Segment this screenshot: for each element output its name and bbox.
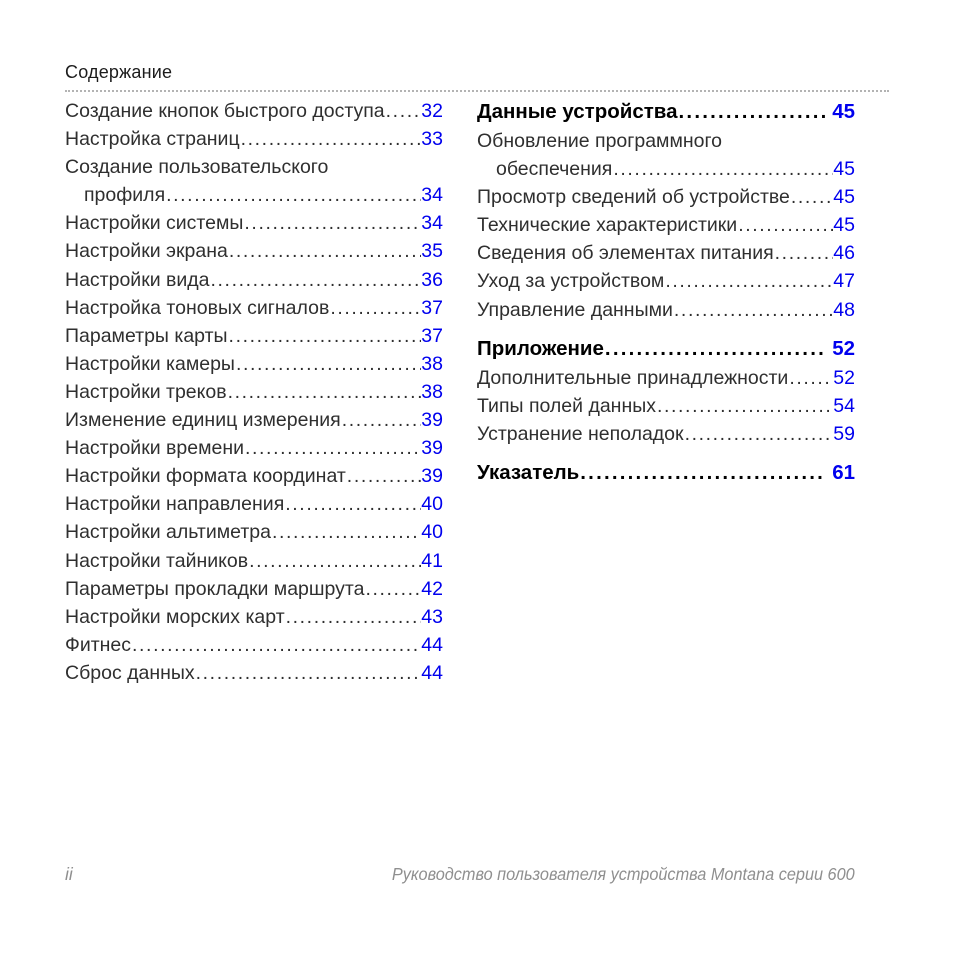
toc-page-number: 45 [832, 100, 855, 123]
toc-entry-label: Настройки вида [65, 268, 210, 291]
toc-entry-label: Параметры прокладки маршрута [65, 577, 365, 600]
toc-entry-label: Управление данными [477, 298, 673, 321]
toc-entry-label: Настройки направления [65, 493, 285, 516]
toc-leader-dots [341, 409, 422, 432]
toc-leader-dots [227, 381, 422, 404]
toc-entry-label: Дополнительные принадлежности [477, 366, 789, 389]
toc-page-number: 44 [421, 661, 443, 684]
toc-entry[interactable] [477, 270, 855, 298]
toc-entry-label: Создание кнопок быстрого доступа [65, 100, 385, 122]
toc-entry-label: профиля [84, 184, 166, 207]
toc-page-number: 52 [833, 366, 855, 389]
toc-leader-dots [285, 606, 422, 629]
toc-entry[interactable] [65, 493, 443, 521]
toc-leader-dots [346, 465, 422, 488]
page-title: Содержание [65, 62, 173, 82]
toc-entry[interactable] [65, 297, 443, 325]
toc-leader-dots [790, 186, 833, 209]
toc-page-number: 61 [832, 460, 855, 484]
toc-leader-dots [656, 395, 833, 418]
toc-page-number: 45 [833, 186, 855, 209]
toc-entry[interactable] [65, 550, 443, 578]
toc-entry[interactable] [65, 325, 443, 353]
toc-entry-label: Устранение неполадок [477, 422, 684, 445]
toc-entry-label: Обновление программного [477, 130, 723, 152]
toc-entry-label: Изменение единиц измерения [65, 409, 341, 432]
toc-entry[interactable] [477, 461, 855, 491]
toc-leader-dots [604, 337, 825, 361]
footer-manual-title: Руководство пользователя устройства Montana серии 600 [392, 864, 855, 884]
toc-page [65, 62, 891, 690]
toc-page-number: 54 [833, 394, 855, 417]
toc-leader-dots [664, 270, 833, 293]
toc-column-left [65, 100, 443, 690]
toc-page-number: 59 [833, 422, 855, 445]
toc-entry[interactable] [477, 100, 855, 130]
toc-entry[interactable] [65, 606, 443, 634]
toc-entry[interactable] [65, 465, 443, 493]
toc-leader-dots [737, 214, 833, 237]
toc-entry-label: Данные устройства [477, 100, 678, 123]
toc-leader-dots [195, 662, 422, 685]
toc-entry-label: Настройки треков [65, 380, 227, 403]
toc-entry-label: Настройки альтиметра [65, 521, 271, 544]
toc-page-number: 38 [421, 352, 443, 375]
toc-leader-dots [788, 367, 833, 390]
toc-page-number: 45 [833, 214, 855, 237]
toc-leader-dots [248, 550, 421, 573]
toc-page-number: 44 [421, 633, 443, 656]
toc-page-number: 40 [421, 521, 443, 544]
toc-entry-label: Фитнес [65, 633, 132, 656]
toc-page-number: 41 [421, 549, 443, 572]
toc-page-number: 48 [833, 298, 855, 321]
toc-page-number: 42 [421, 577, 443, 600]
toc-entry-label: Настройки системы [65, 212, 244, 235]
toc-entry[interactable] [477, 337, 855, 367]
toc-leader-dots [131, 634, 421, 657]
toc-entry[interactable] [477, 242, 855, 270]
toc-entry-label: Настройки времени [65, 437, 244, 460]
toc-page-number: 45 [833, 158, 855, 181]
toc-leader-dots [235, 353, 421, 376]
toc-page-number: 43 [421, 605, 443, 628]
toc-entry[interactable] [65, 212, 443, 240]
toc-entry-label: Настройка тоновых сигналов [65, 296, 330, 319]
toc-entry[interactable] [65, 156, 443, 184]
toc-entry-label: Указатель [477, 460, 580, 484]
toc-leader-dots [329, 297, 421, 320]
toc-page-number: 33 [421, 128, 443, 151]
toc-entry[interactable] [65, 184, 443, 212]
toc-page-number: 46 [833, 242, 855, 265]
toc-entry[interactable] [65, 128, 443, 156]
toc-entry-label: Приложение [477, 336, 604, 360]
toc-entry-label: обеспечения [496, 158, 613, 181]
toc-entry[interactable] [65, 269, 443, 297]
toc-leader-dots [271, 521, 421, 544]
toc-leader-dots [612, 158, 833, 181]
toc-leader-dots [165, 184, 421, 207]
toc-page-number: 37 [421, 296, 443, 319]
toc-leader-dots [228, 240, 421, 263]
toc-entry-label: Уход за устройством [477, 270, 665, 293]
toc-leader-dots [240, 128, 422, 151]
toc-entry-label: Настройка страниц [65, 128, 240, 151]
toc-entry[interactable] [65, 100, 443, 128]
toc-leader-dots [385, 100, 422, 123]
toc-entry[interactable] [65, 353, 443, 381]
toc-entry-label: Сброс данных [65, 661, 195, 684]
toc-page-number: 39 [421, 409, 443, 432]
toc-leader-dots [364, 578, 421, 601]
toc-leader-dots [678, 100, 826, 124]
toc-leader-dots [673, 299, 833, 322]
toc-entry-label: Настройки камеры [65, 352, 235, 375]
toc-entry[interactable] [477, 158, 855, 186]
toc-page-number: 32 [421, 100, 443, 122]
toc-entry-label: Просмотр сведений об устройстве [477, 186, 790, 209]
header-dotted-rule [65, 90, 889, 92]
toc-leader-dots [210, 269, 422, 292]
toc-entry-label: Параметры карты [65, 324, 228, 347]
toc-leader-dots [579, 461, 825, 485]
toc-page-number: 34 [421, 184, 443, 207]
toc-leader-dots [244, 437, 421, 460]
toc-entry[interactable] [477, 130, 855, 158]
page-footer [65, 864, 855, 885]
toc-entry-label: Создание пользовательского [65, 156, 329, 179]
toc-entry-label: Сведения об элементах питания [477, 242, 774, 265]
toc-page-number: 35 [421, 240, 443, 263]
toc-leader-dots [243, 212, 421, 235]
toc-page-number: 39 [421, 465, 443, 488]
toc-page-number: 40 [421, 493, 443, 516]
toc-entry-label: Типы полей данных [477, 394, 656, 417]
toc-page-number: 36 [421, 268, 443, 291]
toc-entry[interactable] [477, 395, 855, 423]
toc-page-number: 39 [421, 437, 443, 460]
toc-entry-label: Технические характеристики [477, 214, 738, 237]
toc-entry[interactable] [65, 578, 443, 606]
toc-leader-dots [284, 493, 421, 516]
toc-page-number: 38 [421, 380, 443, 403]
toc-column-right [477, 100, 855, 690]
toc-leader-dots [228, 325, 422, 348]
toc-entry-label: Настройки тайников [65, 549, 249, 572]
toc-page-number: 34 [421, 212, 443, 235]
toc-leader-dots [684, 423, 834, 446]
toc-entry-label: Настройки экрана [65, 240, 228, 263]
toc-page-number: 52 [832, 336, 855, 360]
toc-entry[interactable] [65, 381, 443, 409]
toc-columns [65, 100, 891, 690]
toc-entry[interactable] [477, 423, 855, 451]
toc-leader-dots [774, 242, 834, 265]
toc-entry[interactable] [65, 409, 443, 437]
toc-entry[interactable] [65, 521, 443, 549]
toc-entry[interactable] [477, 214, 855, 242]
toc-page-number: 47 [833, 270, 855, 293]
toc-entry[interactable] [65, 437, 443, 465]
toc-entry-label: Настройки формата координат [65, 465, 346, 488]
footer-page-number: ii [65, 864, 73, 884]
toc-entry[interactable] [477, 186, 855, 214]
toc-entry-label: Настройки морских карт [65, 605, 285, 628]
toc-entry[interactable] [65, 662, 443, 690]
toc-page-number: 37 [421, 324, 443, 347]
toc-entry[interactable] [477, 299, 855, 327]
toc-entry[interactable] [65, 634, 443, 662]
toc-entry[interactable] [477, 367, 855, 395]
toc-entry[interactable] [65, 240, 443, 268]
